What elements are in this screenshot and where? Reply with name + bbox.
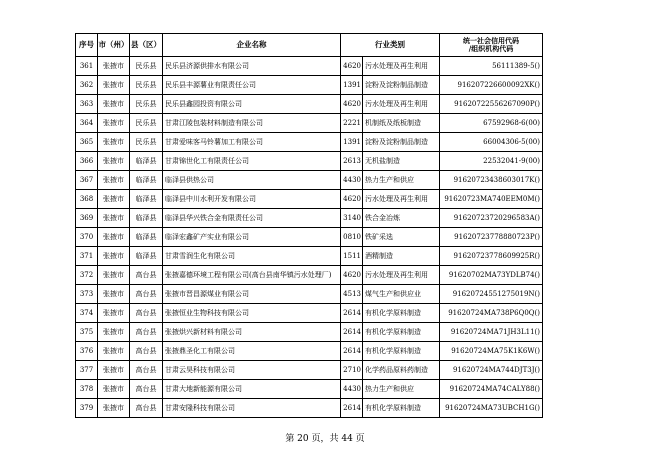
industry-code: 2614 [341, 342, 363, 360]
cell-city: 张掖市 [98, 247, 130, 266]
cell-city: 张掖市 [98, 228, 130, 247]
cell-seq: 373 [76, 285, 98, 304]
table-row [76, 266, 543, 285]
table-row [76, 304, 543, 323]
cell-county: 民乐县 [130, 114, 163, 133]
table-row [76, 152, 543, 171]
cell-seq: 367 [76, 171, 98, 190]
cell-city: 张掖市 [98, 76, 130, 95]
industry-code: 1391 [341, 76, 363, 94]
industry-name: 无机盐制造 [365, 157, 400, 165]
industry-code: 4430 [341, 171, 363, 189]
cell-seq: 374 [76, 304, 98, 323]
cell-company: 甘肃安隆科技有限公司 [163, 399, 341, 418]
cell-industry [341, 266, 440, 285]
cell-company: 临泽县华兴铁合金有限责任公司 [163, 209, 341, 228]
cell-credit-code: 66004306-5(00) [440, 133, 543, 152]
industry-name: 污水处理及再生利用 [365, 62, 428, 70]
cell-company: 临泽宏鑫矿产实业有限公司 [163, 228, 341, 247]
cell-company: 民乐县鑫园投资有限公司 [163, 95, 341, 114]
cell-city: 张掖市 [98, 190, 130, 209]
cell-industry [341, 209, 440, 228]
cell-credit-code: 91620724MA744DJT3J() [440, 361, 543, 380]
cell-credit-code: 91620723778880723P() [440, 228, 543, 247]
industry-name: 酒精制造 [365, 252, 393, 260]
table-row [76, 209, 543, 228]
cell-credit-code: 91620724MA73UBCH1G() [440, 399, 543, 418]
header-credit-line2: /组织机构代码 [468, 44, 514, 53]
cell-industry [341, 399, 440, 418]
table-row [76, 133, 543, 152]
cell-county: 民乐县 [130, 76, 163, 95]
cell-county: 高台县 [130, 285, 163, 304]
cell-industry [341, 171, 440, 190]
cell-seq: 366 [76, 152, 98, 171]
cell-company: 张掖嘉德环境工程有限公司(高台县南华镇污水处理厂) [163, 266, 341, 285]
cell-seq: 378 [76, 380, 98, 399]
industry-name: 污水处理及再生利用 [365, 195, 428, 203]
cell-county: 高台县 [130, 342, 163, 361]
cell-credit-code: 91620724MA74CALY88() [440, 380, 543, 399]
cell-county: 民乐县 [130, 57, 163, 76]
industry-name: 机制纸及纸板制造 [365, 119, 421, 127]
cell-credit-code: 56111389-5() [440, 57, 543, 76]
cell-city: 张掖市 [98, 361, 130, 380]
industry-code: 2613 [341, 152, 363, 170]
table-row [76, 342, 543, 361]
cell-credit-code: 91620702MA73YDLB74() [440, 266, 543, 285]
cell-industry [341, 133, 440, 152]
table-row [76, 361, 543, 380]
header-credit-line1: 统一社会信用代码 [463, 36, 519, 45]
cell-industry [341, 285, 440, 304]
cell-county: 高台县 [130, 399, 163, 418]
cell-industry [341, 342, 440, 361]
industry-name: 污水处理及再生利用 [365, 271, 428, 279]
cell-seq: 372 [76, 266, 98, 285]
table-row [76, 57, 543, 76]
cell-credit-code: 91620723MA740EEM0M() [440, 190, 543, 209]
industry-code: 2221 [341, 114, 363, 132]
cell-city: 张掖市 [98, 133, 130, 152]
industry-name: 铁矿采选 [365, 233, 393, 241]
cell-company: 张掖市晋昌源煤业有限公司 [163, 285, 341, 304]
cell-county: 高台县 [130, 266, 163, 285]
cell-industry [341, 152, 440, 171]
industry-name: 淀粉及淀粉制品制造 [365, 81, 428, 89]
industry-name: 铁合金冶炼 [365, 214, 400, 222]
industry-name: 淀粉及淀粉制品制造 [365, 138, 428, 146]
cell-company: 临泽县中川水利开发有限公司 [163, 190, 341, 209]
table-row [76, 323, 543, 342]
industry-code: 0810 [341, 228, 363, 246]
cell-county: 临泽县 [130, 190, 163, 209]
cell-industry [341, 114, 440, 133]
cell-credit-code: 91620723778609925R() [440, 247, 543, 266]
table-row [76, 399, 543, 418]
industry-name: 有机化学原料制造 [365, 404, 421, 412]
industry-code: 4620 [341, 57, 363, 75]
industry-code: 2614 [341, 304, 363, 322]
industry-code: 2614 [341, 399, 363, 417]
cell-city: 张掖市 [98, 171, 130, 190]
cell-city: 张掖市 [98, 380, 130, 399]
cell-seq: 375 [76, 323, 98, 342]
header-company: 企业名称 [163, 34, 341, 57]
cell-seq: 363 [76, 95, 98, 114]
cell-seq: 364 [76, 114, 98, 133]
cell-seq: 370 [76, 228, 98, 247]
cell-industry [341, 247, 440, 266]
cell-company: 甘肃云昊科技有限公司 [163, 361, 341, 380]
industry-code: 1391 [341, 133, 363, 151]
cell-seq: 362 [76, 76, 98, 95]
cell-city: 张掖市 [98, 266, 130, 285]
industry-code: 1511 [341, 247, 363, 265]
cell-city: 张掖市 [98, 399, 130, 418]
industry-code: 4620 [341, 95, 363, 113]
cell-credit-code: 91620723438603017K() [440, 171, 543, 190]
cell-industry [341, 95, 440, 114]
cell-industry [341, 380, 440, 399]
cell-credit-code: 67592968-6(00) [440, 114, 543, 133]
table-row [76, 76, 543, 95]
industry-code: 4430 [341, 380, 363, 398]
cell-county: 高台县 [130, 304, 163, 323]
cell-county: 高台县 [130, 361, 163, 380]
cell-company: 甘肃雪润生化有限公司 [163, 247, 341, 266]
cell-city: 张掖市 [98, 342, 130, 361]
industry-name: 有机化学原料制造 [365, 328, 421, 336]
industry-code: 2614 [341, 323, 363, 341]
cell-industry [341, 228, 440, 247]
industry-name: 有机化学原料制造 [365, 347, 421, 355]
page-footer: 第 20 页，共 44 页 [285, 434, 365, 444]
table-row [76, 380, 543, 399]
cell-industry [341, 57, 440, 76]
industry-code: 4513 [341, 285, 363, 303]
cell-county: 临泽县 [130, 152, 163, 171]
enterprise-table-container [75, 33, 542, 418]
cell-seq: 379 [76, 399, 98, 418]
cell-city: 张掖市 [98, 323, 130, 342]
cell-industry [341, 304, 440, 323]
cell-credit-code: 91620724MA71JH3L11() [440, 323, 543, 342]
table-header-row [76, 34, 543, 57]
industry-name: 热力生产和供应 [365, 176, 414, 184]
cell-county: 高台县 [130, 380, 163, 399]
industry-name: 污水处理及再生利用 [365, 100, 428, 108]
cell-credit-code: 22532041-9(00) [440, 152, 543, 171]
cell-seq: 371 [76, 247, 98, 266]
cell-industry [341, 190, 440, 209]
header-seq: 序号 [76, 34, 98, 57]
cell-city: 张掖市 [98, 209, 130, 228]
cell-credit-code: 91620722556267090P() [440, 95, 543, 114]
cell-company: 甘肃江陵包装材料制造有限公司 [163, 114, 341, 133]
enterprise-table [75, 33, 543, 418]
cell-company: 张掖烘兴新材料有限公司 [163, 323, 341, 342]
industry-name: 热力生产和供应 [365, 385, 414, 393]
table-row [76, 285, 543, 304]
cell-company: 民乐县济源供排水有限公司 [163, 57, 341, 76]
table-row [76, 114, 543, 133]
table-row [76, 228, 543, 247]
cell-county: 临泽县 [130, 209, 163, 228]
industry-code: 4620 [341, 266, 363, 284]
cell-credit-code: 916207226600092XK() [440, 76, 543, 95]
cell-industry [341, 76, 440, 95]
industry-name: 有机化学原料制造 [365, 309, 421, 317]
header-industry: 行业类别 [341, 34, 440, 57]
industry-code: 2710 [341, 361, 363, 379]
cell-seq: 368 [76, 190, 98, 209]
cell-county: 高台县 [130, 323, 163, 342]
cell-seq: 376 [76, 342, 98, 361]
cell-city: 张掖市 [98, 95, 130, 114]
cell-company: 甘肃大地新能源有限公司 [163, 380, 341, 399]
cell-credit-code: 91620724551275019N() [440, 285, 543, 304]
cell-county: 临泽县 [130, 171, 163, 190]
cell-credit-code: 91620723720296583A() [440, 209, 543, 228]
cell-credit-code: 91620724MA75K1K6W() [440, 342, 543, 361]
table-row [76, 190, 543, 209]
header-county: 县（区） [130, 34, 163, 57]
cell-company: 民乐县丰源薯业有限责任公司 [163, 76, 341, 95]
cell-county: 临泽县 [130, 228, 163, 247]
cell-seq: 369 [76, 209, 98, 228]
table-row [76, 247, 543, 266]
cell-city: 张掖市 [98, 304, 130, 323]
cell-company: 临泽县供热公司 [163, 171, 341, 190]
header-credit [440, 34, 543, 57]
cell-company: 张掖恒业生物科技有限公司 [163, 304, 341, 323]
cell-county: 民乐县 [130, 133, 163, 152]
table-row [76, 171, 543, 190]
industry-name: 化学药品原料药制造 [365, 366, 428, 374]
industry-code: 4620 [341, 190, 363, 208]
cell-credit-code: 91620724MA738P6Q0Q() [440, 304, 543, 323]
cell-city: 张掖市 [98, 114, 130, 133]
cell-company: 张掖鼎圣化工有限公司 [163, 342, 341, 361]
cell-city: 张掖市 [98, 152, 130, 171]
cell-county: 临泽县 [130, 247, 163, 266]
cell-city: 张掖市 [98, 57, 130, 76]
cell-industry [341, 323, 440, 342]
cell-seq: 365 [76, 133, 98, 152]
industry-name: 煤气生产和供应业 [365, 290, 421, 298]
table-row [76, 95, 543, 114]
industry-code: 3140 [341, 209, 363, 227]
cell-company: 甘肃锦世化工有限责任公司 [163, 152, 341, 171]
cell-industry [341, 361, 440, 380]
cell-company: 甘肃爱味客马铃薯加工有限公司 [163, 133, 341, 152]
cell-city: 张掖市 [98, 285, 130, 304]
cell-seq: 361 [76, 57, 98, 76]
header-city: 市（州） [98, 34, 130, 57]
cell-seq: 377 [76, 361, 98, 380]
cell-county: 民乐县 [130, 95, 163, 114]
